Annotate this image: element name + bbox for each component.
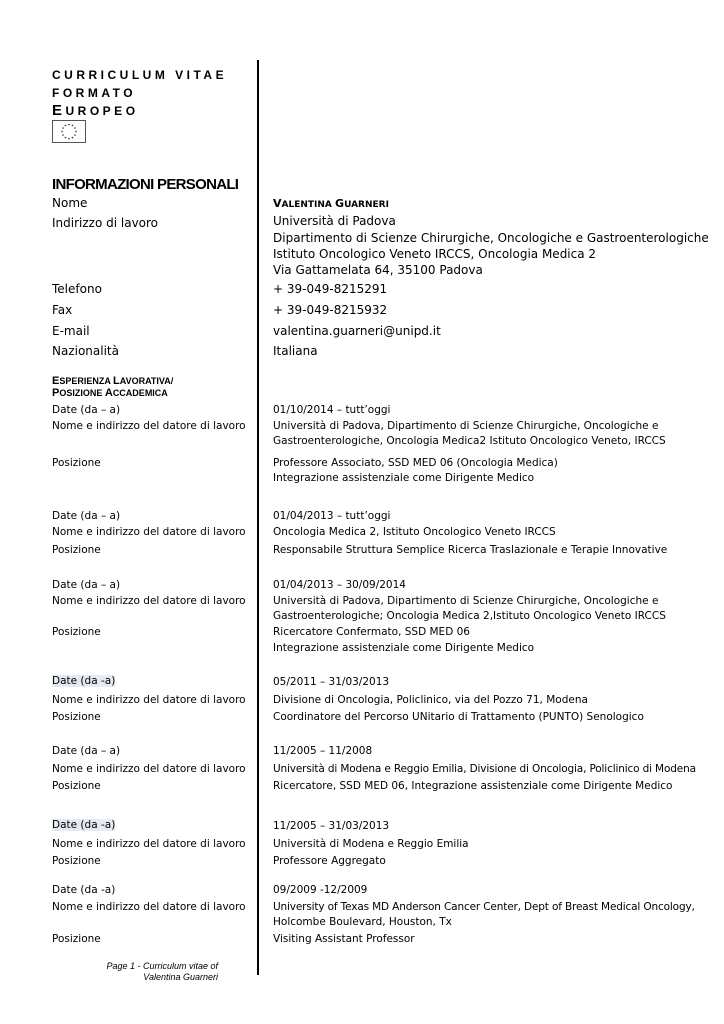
employer-label: Nome e indirizzo del datore di lavoro	[52, 763, 246, 775]
employer-value: University of Texas MD Anderson Cancer Center, Dept of Breast Medical Oncology,	[273, 901, 695, 913]
address-line: Via Gattamelata 64, 35100 Padova	[273, 263, 483, 277]
employer-label: Nome e indirizzo del datore di lavoro	[52, 694, 246, 706]
position-label: Posizione	[52, 457, 101, 469]
employer-value: Università di Padova, Dipartimento di Scienze Chirurgiche, Oncologiche e	[273, 420, 659, 432]
position-value: Professore Aggregato	[273, 855, 386, 867]
header-line-1: CURRICULUM VITAE	[52, 68, 228, 82]
position-value: Integrazione assistenziale come Dirigente Medico	[273, 472, 535, 484]
position-label: Posizione	[52, 933, 101, 945]
position-value: Responsabile Struttura Semplice Ricerca Traslazionale e Terapie Innovative	[273, 544, 668, 556]
date-value: 01/04/2013 – 30/09/2014	[273, 579, 406, 591]
name-label: Nome	[52, 196, 88, 210]
employer-label: Nome e indirizzo del datore di lavoro	[52, 838, 246, 850]
position-value: Visiting Assistant Professor	[273, 933, 415, 945]
email-label: E-mail	[52, 324, 90, 338]
address-label: Indirizzo di lavoro	[52, 216, 159, 230]
page-footer	[106, 961, 218, 983]
position-label: Posizione	[52, 544, 101, 556]
position-value: Coordinatore del Percorso UNitario di Trattamento (PUNTO) Senologico	[273, 711, 644, 723]
date-label: Date (da -a)	[52, 884, 116, 896]
date-value: 05/2011 – 31/03/2013	[273, 676, 390, 688]
header-line-3: EUROPEO	[52, 102, 139, 119]
date-label: Date (da -a)	[52, 675, 116, 687]
date-label: Date (da – a)	[52, 579, 121, 591]
position-label: Posizione	[52, 711, 101, 723]
employer-value: Holcombe Boulevard, Houston, Tx	[273, 916, 452, 928]
phone-label: Telefono	[52, 282, 102, 296]
footer-line-1: Page 1 - Curriculum vitae of	[106, 961, 218, 971]
address-line: Istituto Oncologico Veneto IRCCS, Oncologia Medica 2	[273, 247, 597, 261]
employer-value: Oncologia Medica 2, Istituto Oncologico Veneto IRCCS	[273, 526, 556, 538]
employer-label: Nome e indirizzo del datore di lavoro	[52, 526, 246, 538]
employer-label: Nome e indirizzo del datore di lavoro	[52, 901, 246, 913]
email-value: valentina.guarneri@unipd.it	[273, 324, 441, 338]
date-value: 09/2009 -12/2009	[273, 884, 368, 896]
position-label: Posizione	[52, 626, 101, 638]
date-label: Date (da – a)	[52, 404, 121, 416]
section-title-personal: INFORMAZIONI PERSONALI	[52, 176, 239, 193]
date-label: Date (da -a)	[52, 819, 116, 831]
header-line-2: FORMATO	[52, 86, 137, 100]
position-value: Ricercatore Confermato, SSD MED 06	[273, 626, 470, 638]
fax-value: + 39-049-8215932	[273, 303, 388, 317]
date-label: Date (da – a)	[52, 745, 121, 757]
employer-label: Nome e indirizzo del datore di lavoro	[52, 595, 246, 607]
nationality-label: Nazionalità	[52, 344, 119, 358]
phone-value: + 39-049-8215291	[273, 282, 388, 296]
date-value: 11/2005 – 31/03/2013	[273, 820, 390, 832]
position-value: Professore Associato, SSD MED 06 (Oncologia Medica)	[273, 457, 558, 469]
column-divider	[257, 60, 259, 975]
date-value: 01/10/2014 – tutt’oggi	[273, 404, 391, 416]
employer-label: Nome e indirizzo del datore di lavoro	[52, 420, 246, 432]
date-value: 11/2005 – 11/2008	[273, 745, 373, 757]
employer-value: Università di Modena e Reggio Emilia, Divisione di Oncologia, Policlinico di Modena	[273, 763, 696, 775]
employer-value: Gastroenterologiche; Oncologia Medica 2,Istituto Oncologico Veneto IRCCS	[273, 610, 666, 622]
employer-value: Università di Modena e Reggio Emilia	[273, 838, 469, 850]
employer-value: Università di Padova, Dipartimento di Scienze Chirurgiche, Oncologiche e	[273, 595, 659, 607]
position-value: Ricercatore, SSD MED 06, Integrazione assistenziale come Dirigente Medico	[273, 780, 673, 792]
section-title-experience: ESPERIENZA LAVORATIVA/ POSIZIONE ACCADEMICA	[52, 375, 174, 399]
eu-flag-icon	[52, 120, 86, 143]
footer-line-2: Valentina Guarneri	[143, 972, 218, 982]
date-value: 01/04/2013 – tutt’oggi	[273, 510, 391, 522]
address-line: Università di Padova	[273, 214, 396, 228]
position-label: Posizione	[52, 855, 101, 867]
eu-stars-icon	[53, 121, 85, 142]
nationality-value: Italiana	[273, 344, 318, 358]
position-value: Integrazione assistenziale come Dirigente Medico	[273, 642, 535, 654]
address-line: Dipartimento di Scienze Chirurgiche, Oncologiche e Gastroenterologiche	[273, 231, 709, 245]
fax-label: Fax	[52, 303, 73, 317]
position-label: Posizione	[52, 780, 101, 792]
employer-value: Gastroenterologiche, Oncologia Medica2 Istituto Oncologico Veneto, IRCCS	[273, 435, 666, 447]
person-name: VALENTINA GUARNERI	[273, 197, 389, 210]
date-label: Date (da – a)	[52, 510, 121, 522]
employer-value: Divisione di Oncologia, Policlinico, via del Pozzo 71, Modena	[273, 694, 588, 706]
